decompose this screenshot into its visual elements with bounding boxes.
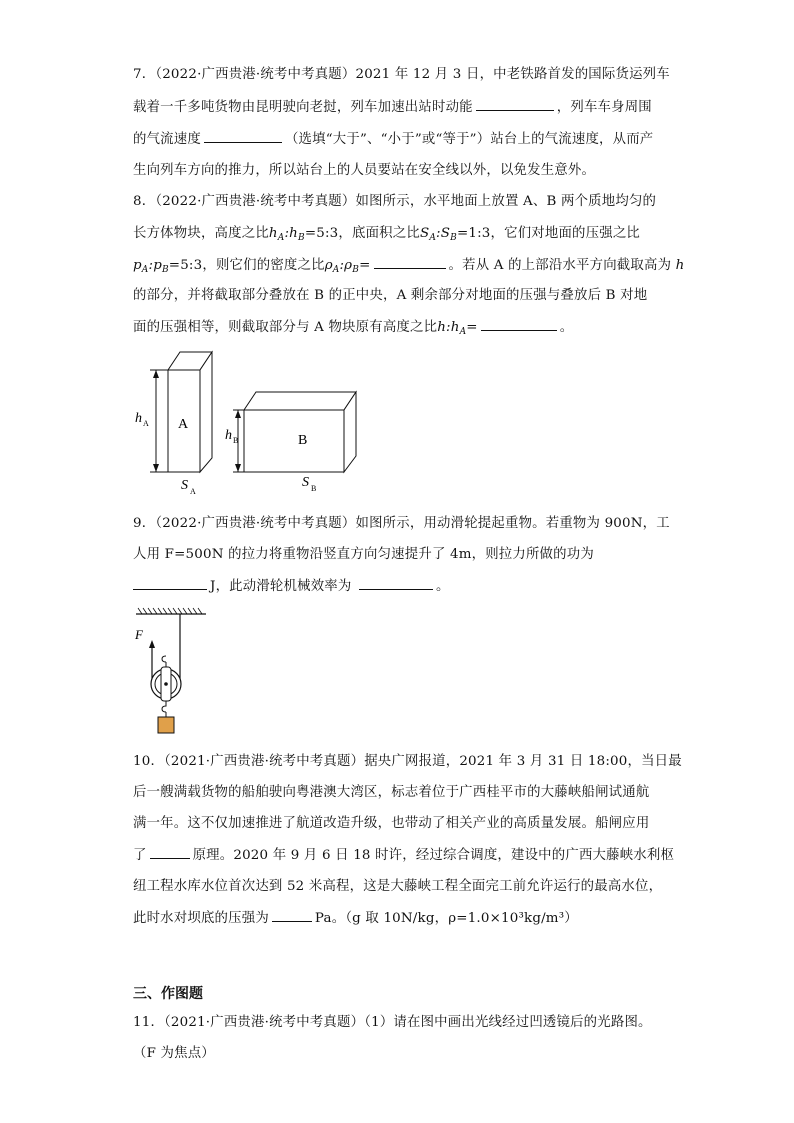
q8-answer-blank-1[interactable] [374, 256, 446, 269]
q9-answer-blank-2[interactable] [359, 577, 433, 590]
q7-line-1: 7．（2022·广西贵港·统考中考真题）2021 年 12 月 3 日，中老铁路首发的国际货运列车 [133, 67, 670, 82]
q8-line-1: 8．（2022·广西贵港·统考中考真题）如图所示，水平地面上放置 A、B 两个质地均匀的 [133, 194, 657, 209]
area-b-label: S [302, 475, 309, 490]
height-b-dimension [225, 410, 244, 472]
q9-pulley-figure [128, 604, 218, 744]
q7-line-2 [133, 98, 652, 117]
height-a-label: h [135, 411, 142, 426]
q9-text: J，此动滑轮机械效率为 [210, 579, 352, 594]
hook [162, 701, 166, 712]
q10-text: 了 [133, 848, 147, 863]
q8-text: 。 [559, 320, 574, 335]
q9-line-1: 9．（2022·广西贵港·统考中考真题）如图所示，用动滑轮提起重物。若重物为 900N，工 [133, 516, 670, 531]
q10-text: 原理。2020 年 9 月 6 日 18 时许，经过综合调度，建设中的广西大藤峡水利枢 [192, 848, 675, 863]
q7-text: ，列车车身周围 [556, 100, 652, 115]
q10-line-3: 满一年。这不仅加速推进了航道改造升级，也带动了相关产业的高质量发展。船闸应用 [133, 816, 650, 831]
q8-text: 。若从 A 的上部沿水平方向截取高为 [448, 258, 672, 273]
force-label: F [135, 627, 143, 642]
q8-text: =5:3，则它们的密度之比 [168, 258, 325, 273]
q10-text: Pa。（g 取 10N/kg，ρ=1.0×10³kg/m³） [314, 911, 578, 926]
q9-text: 。 [435, 579, 450, 594]
q8-text: = [359, 258, 371, 273]
area-a-sub: A [190, 487, 196, 496]
block-b-label: B [298, 433, 308, 448]
q8-text: =5:3，底面积之比 [304, 226, 420, 241]
area-b-sub: B [311, 484, 317, 493]
q8-answer-blank-2[interactable] [481, 318, 557, 331]
ceiling [136, 608, 206, 614]
q11-line-2: （F 为焦点） [133, 1046, 215, 1061]
q10-line-5: 纽工程水库水位首次达到 52 米高程，这是大藤峡工程全面完工前允许运行的最高水位， [133, 879, 663, 894]
q7-text: 的气流速度 [133, 132, 201, 147]
section-heading: 三、作图题 [133, 986, 203, 1002]
q10-line-4 [133, 846, 674, 865]
weight-block [158, 717, 174, 733]
height-a-sub: A [143, 419, 149, 428]
q8-text: =1:3，它们对地面的压强之比 [456, 226, 641, 241]
q7-answer-blank-2[interactable] [204, 130, 282, 143]
q8-text: 面的压强相等，则截取部分与 A 物块原有高度之比 [133, 320, 438, 335]
q11-line-1: 11．（2021·广西贵港·统考中考真题）（1）请在图中画出光线经过凹透镜后的光路图。 [133, 1015, 652, 1030]
q8-line-3: $p_A:p_B=5:3$，则它们的密度之比$\rho_A:\rho_B=$ 。若从 A 的上部沿水平方向截取高为 h [133, 258, 685, 275]
q10-text: 此时水对坝底的压强为 [133, 911, 269, 926]
area-a-label: S [181, 478, 188, 493]
q10-line-2: 后一艘满载货物的船舶驶向粤港澳大湾区，标志着位于广西桂平市的大藤峡船闸试通航 [133, 785, 650, 800]
movable-pulley [151, 656, 181, 701]
q10-answer-blank-1[interactable] [150, 846, 190, 859]
q8-text: 长方体物块，高度之比 [133, 226, 269, 241]
block-a-label: A [178, 417, 189, 432]
height-a-dimension [135, 370, 168, 472]
q7-answer-blank-1[interactable] [476, 98, 554, 111]
q8-line-2: 长方体物块，高度之比$h_A:h_B=5:3$，底面积之比$S_A:S_B=1:3$，它们对地面的压强之比 [133, 226, 641, 243]
q8-text: = [466, 320, 478, 335]
q10-line-1: 10．（2021·广西贵港·统考中考真题）据央广网报道，2021 年 3 月 31 日 18:00，当日最 [133, 754, 682, 769]
q8-line-4: 的部分，并将截取部分叠放在 B 的正中央，A 剩余部分对地面的压强与叠放后 B 对地 [133, 288, 648, 303]
q10-line-6 [133, 909, 578, 928]
q7-line-3 [133, 130, 653, 149]
q9-line-2: 人用 F=500N 的拉力将重物沿竖直方向匀速提升了 4m，则拉力所做的功为 [133, 547, 594, 562]
q10-answer-blank-2[interactable] [272, 909, 312, 922]
block-a [168, 352, 212, 472]
q8-blocks-figure [128, 346, 368, 498]
q9-answer-blank-1[interactable] [133, 577, 207, 590]
block-b [244, 392, 356, 472]
q8-line-5: 面的压强相等，则截取部分与 A 物块原有高度之比$h:h_A=$ 。 [133, 320, 574, 337]
height-b-sub: B [233, 436, 239, 445]
height-b-label: h [225, 428, 232, 443]
q9-line-3 [133, 577, 450, 596]
force-arrow [134, 627, 155, 648]
q7-text: 载着一千多吨货物由昆明驶向老挝，列车加速出站时动能 [133, 100, 473, 115]
q7-line-4: 生向列车方向的推力，所以站台上的人员要站在安全线以外，以免发生意外。 [133, 163, 596, 178]
q7-text: （选填“大于”、“小于”或“等于”）站台上的气流速度，从而产 [284, 132, 654, 147]
